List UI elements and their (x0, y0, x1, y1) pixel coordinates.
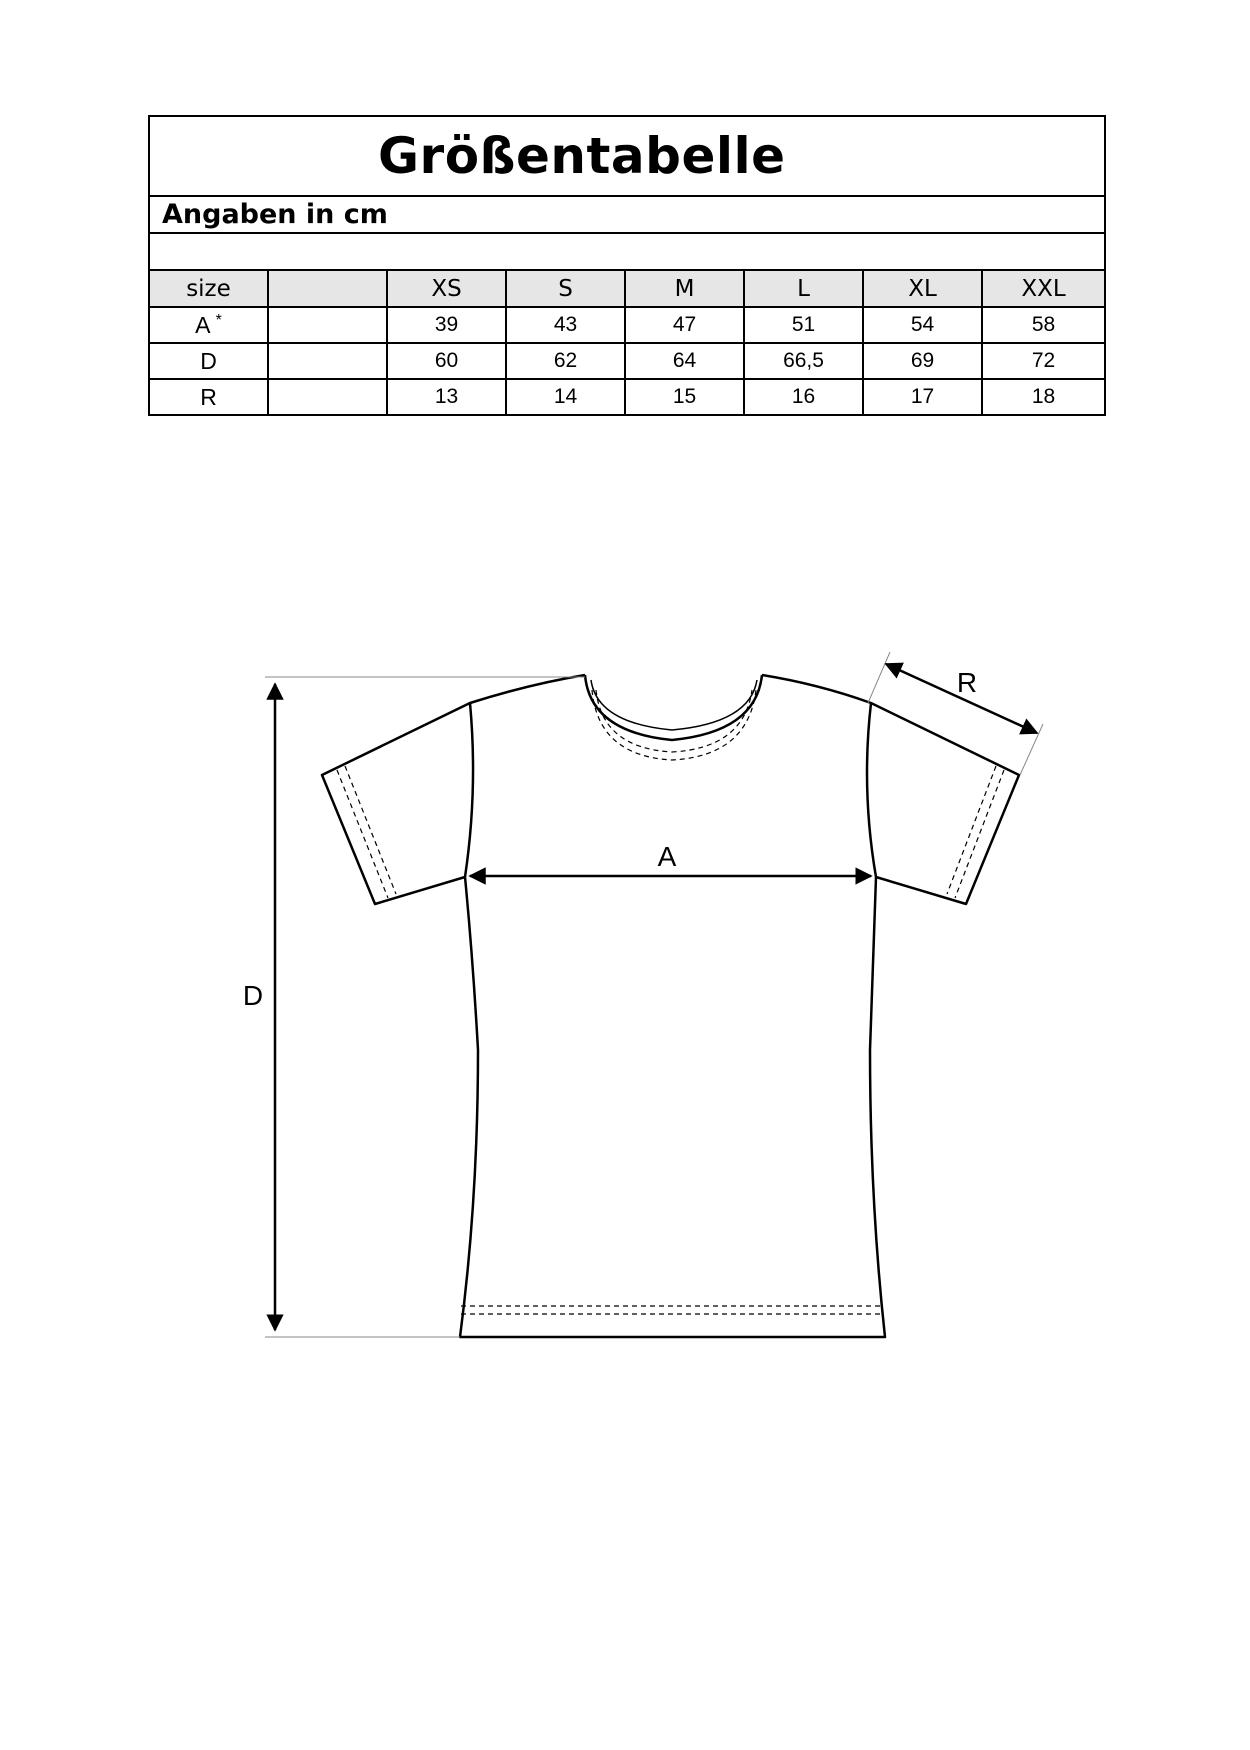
row-label: A * (149, 307, 268, 343)
tshirt-outline (322, 675, 1019, 1337)
asterisk-mark: * (215, 311, 222, 329)
table-cell: 54 (863, 307, 982, 343)
table-cell: 17 (863, 379, 982, 415)
table-cell: 58 (982, 307, 1105, 343)
table-cell: 62 (506, 343, 625, 379)
label-a: A (657, 841, 677, 872)
table-cell: 15 (625, 379, 744, 415)
header-label: size (149, 270, 268, 307)
row-label: R (149, 379, 268, 415)
table-cell: 14 (506, 379, 625, 415)
size-header: L (744, 270, 863, 307)
table-cell: 43 (506, 307, 625, 343)
table-cell: 51 (744, 307, 863, 343)
size-header: M (625, 270, 744, 307)
size-header: XL (863, 270, 982, 307)
table-cell: 16 (744, 379, 863, 415)
table-cell: 13 (387, 379, 506, 415)
table-cell: 66,5 (744, 343, 863, 379)
table-cell: 72 (982, 343, 1105, 379)
label-d: D (242, 980, 264, 1011)
row-label: D (149, 343, 268, 379)
stitching-lines (337, 690, 1004, 1314)
size-header: S (506, 270, 625, 307)
size-header: XS (387, 270, 506, 307)
table-cell: 47 (625, 307, 744, 343)
table-cell: 60 (387, 343, 506, 379)
units-note: Angaben in cm (149, 196, 1105, 233)
table-cell: 69 (863, 343, 982, 379)
table-cell: 64 (625, 343, 744, 379)
table-cell: 18 (982, 379, 1105, 415)
label-r: R (956, 667, 978, 698)
table-cell: 39 (387, 307, 506, 343)
dimension-guides (265, 652, 1043, 1337)
size-header: XXL (982, 270, 1105, 307)
page-title: Größentabelle (378, 127, 786, 185)
